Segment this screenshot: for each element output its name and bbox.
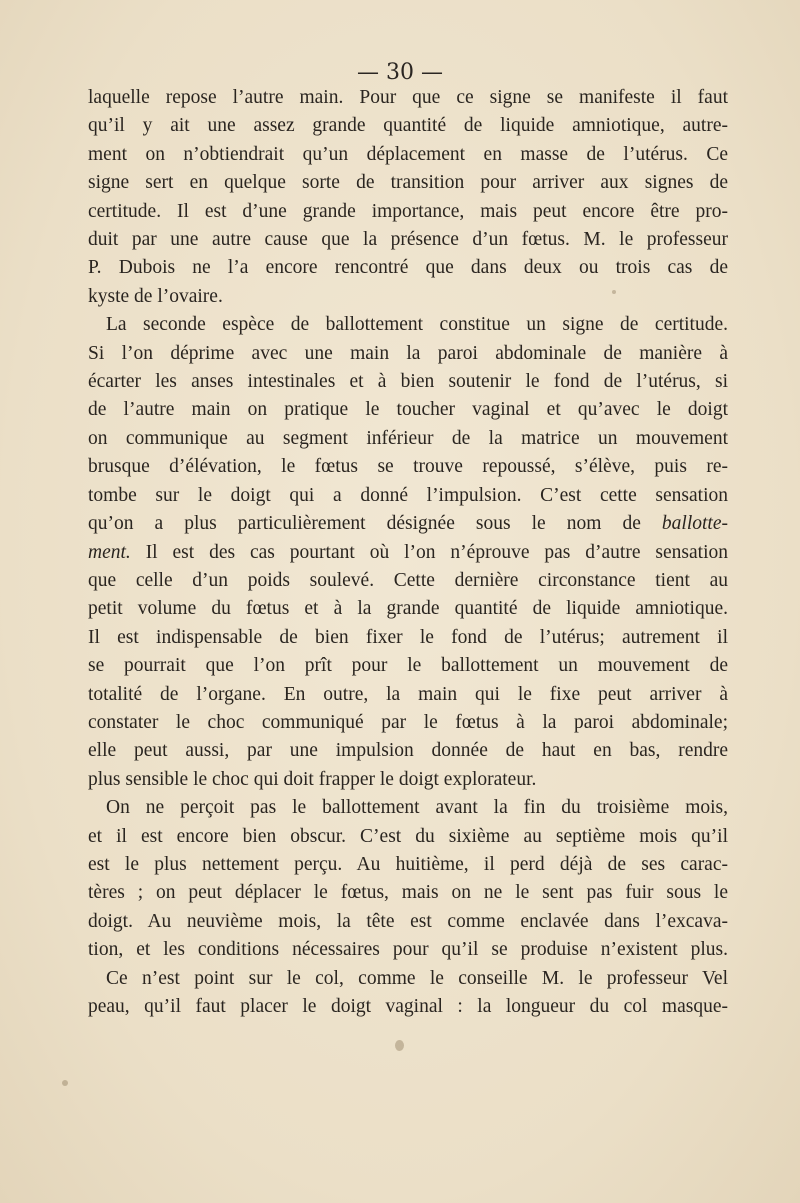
text-line xyxy=(88,198,728,226)
line-text: brusque d’élévation, le fœtus se trouve repoussé, s’élève, puis re- xyxy=(88,456,728,478)
text-line xyxy=(88,823,728,851)
line-text: La seconde espèce de ballottement constitue un signe de certitude. xyxy=(106,314,728,336)
text-line xyxy=(88,169,728,197)
text-line xyxy=(88,453,728,481)
text-line xyxy=(88,936,728,964)
line-text: que celle d’un poids soulevé. Cette dernière circonstance tient au xyxy=(88,569,728,591)
text-line xyxy=(88,709,728,737)
text-line xyxy=(88,652,728,680)
line-text: doigt. Au neuvième mois, la tête est comme enclavée dans l’excava- xyxy=(88,910,728,932)
line-text: et il est encore bien obscur. C’est du sixième au septième mois qu’il xyxy=(88,825,728,847)
line-text: écarter les anses intestinales et à bien soutenir le fond de l’utérus, si xyxy=(88,371,728,393)
text-line xyxy=(88,311,728,339)
text-line xyxy=(88,141,728,169)
line-text: de l’autre main on pratique le toucher vaginal et qu’avec le doigt xyxy=(88,399,728,421)
line-text: laquelle repose l’autre main. Pour que ce signe se manifeste il faut xyxy=(88,87,728,108)
line-text: Ce n’est point sur le col, comme le conseille M. le professeur Vel xyxy=(106,967,728,989)
line-text: certitude. Il est d’une grande importance, mais peut encore être pro- xyxy=(88,200,728,222)
line-text: constater le choc communiqué par le fœtus à la paroi abdominale; xyxy=(88,711,728,733)
line-text: tères ; on peut déplacer le fœtus, mais on ne le sent pas fuir sous le xyxy=(88,882,728,904)
line-text-after: Il est des cas pourtant où l’on n’éprouve pas d’autre sensation xyxy=(130,541,728,563)
line-text: On ne perçoit pas le ballottement avant la fin du troisième mois, xyxy=(106,797,728,819)
text-line xyxy=(88,368,728,396)
text-line xyxy=(88,112,728,140)
line-italic-text: ballotte- xyxy=(661,513,728,535)
line-text: elle peut aussi, par une impulsion donnée de haut en bas, rendre xyxy=(88,740,728,762)
text-line xyxy=(88,539,728,567)
text-line xyxy=(88,965,728,993)
text-line xyxy=(88,908,728,936)
paper-spot xyxy=(395,1040,404,1051)
text-line xyxy=(88,425,728,453)
line-text: tion, et les conditions nécessaires pour qu’il se produise n’existent plus. xyxy=(88,939,728,961)
text-line xyxy=(88,737,728,765)
text-line xyxy=(88,681,728,709)
line-text: totalité de l’organe. En outre, la main qui le fixe peut arriver à xyxy=(88,683,728,705)
text-line xyxy=(88,254,728,282)
text-line xyxy=(88,851,728,879)
text-line xyxy=(88,567,728,595)
text-line xyxy=(88,482,728,510)
line-text: est le plus nettement perçu. Au huitième, il perd déjà de ses carac- xyxy=(88,853,728,875)
line-italic-text: ment. xyxy=(88,541,131,563)
line-text: Si l’on déprime avec une main la paroi abdominale de manière à xyxy=(88,342,728,364)
page-number: — 30 — xyxy=(357,60,443,85)
line-text: duit par une autre cause que la présence d’un fœtus. M. le professeur xyxy=(88,229,728,251)
paper-spot xyxy=(62,1080,68,1086)
line-text: qu’il y ait une assez grande quantité de liquide amniotique, autre- xyxy=(88,115,728,137)
text-line xyxy=(88,766,728,794)
line-text: peau, qu’il faut placer le doigt vaginal : la longueur du col masque- xyxy=(88,996,728,1017)
text-line xyxy=(88,396,728,424)
text-line xyxy=(88,794,728,822)
line-text: se pourrait que l’on prît pour le ballottement un mouvement de xyxy=(88,655,728,677)
line-text: on communique au segment inférieur de la matrice un mouvement xyxy=(88,427,728,449)
text-line xyxy=(88,340,728,368)
text-line xyxy=(88,879,728,907)
line-text: plus sensible le choc qui doit frapper le doigt explorateur. xyxy=(88,768,537,790)
line-text: signe sert en quelque sorte de transition pour arriver aux signes de xyxy=(88,172,728,194)
line-text: Il est indispensable de bien fixer le fond de l’utérus; autrement il xyxy=(88,626,728,648)
line-text: qu’on a plus particulièrement désignée sous le nom de xyxy=(88,513,662,535)
text-line xyxy=(88,283,728,311)
line-text: ment on n’obtiendrait qu’un déplacement en masse de l’utérus. Ce xyxy=(88,143,728,165)
line-text: petit volume du fœtus et à la grande quantité de liquide amniotique. xyxy=(88,598,728,620)
text-line xyxy=(88,226,728,254)
line-text: kyste de l’ovaire. xyxy=(88,285,223,307)
text-line xyxy=(88,595,728,623)
line-text: P. Dubois ne l’a encore rencontré que dans deux ou trois cas de xyxy=(88,257,728,279)
text-line xyxy=(88,624,728,652)
text-line xyxy=(88,510,728,538)
line-text: tombe sur le doigt qui a donné l’impulsion. C’est cette sensation xyxy=(88,484,728,506)
text-line xyxy=(88,993,728,1021)
text-line xyxy=(88,84,728,112)
body-text xyxy=(88,84,728,1021)
